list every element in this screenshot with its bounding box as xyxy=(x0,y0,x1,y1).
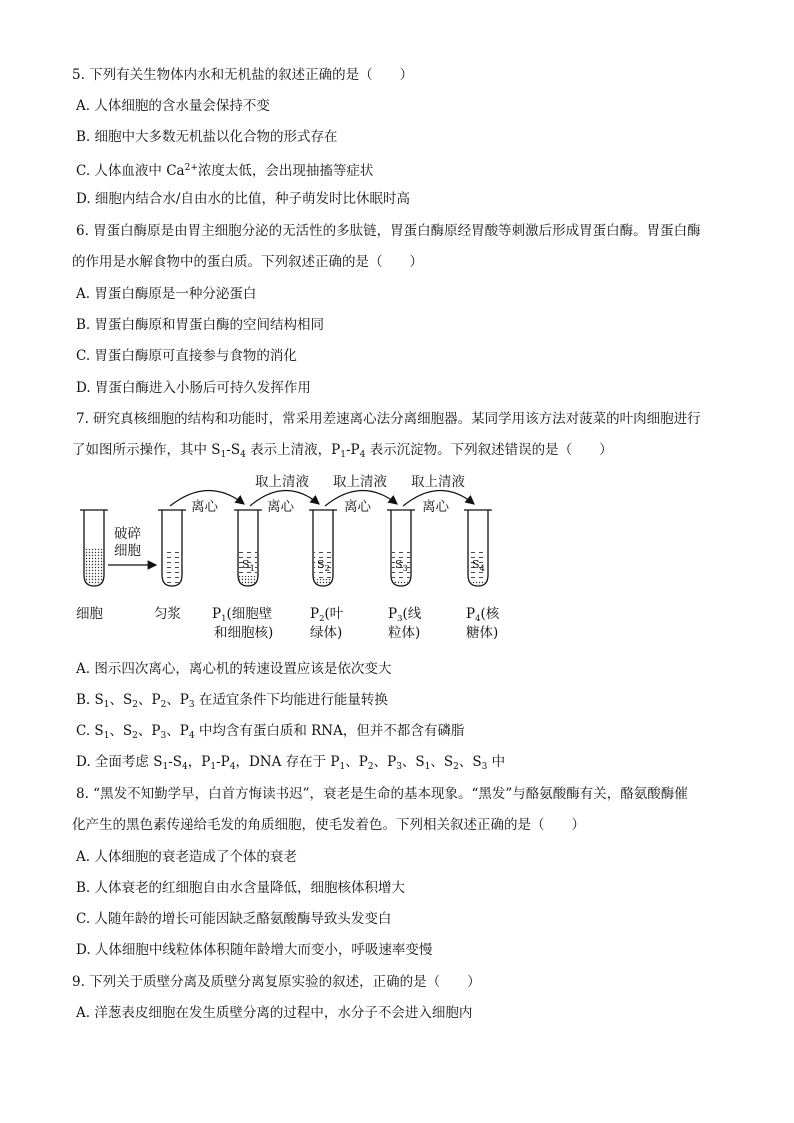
q7-option-a: A. 图示四次离心，离心机的转速设置应该是依次变大 xyxy=(76,661,392,677)
s4-label: $S_4$ xyxy=(472,558,485,574)
q6-option-a: A. 胃蛋白酶原是一种分泌蛋白 xyxy=(76,286,257,302)
q5-option-c: C. 人体血液中 $Ca^{2+}$浓度太低，会出现抽搐等症状 xyxy=(76,163,374,179)
q8-option-d: D. 人体细胞中线粒体体积随年龄增大而变小，呼吸速率变慢 xyxy=(76,942,433,958)
q9-stem: 9. 下列关于质壁分离及质壁分离复原实验的叙述，正确的是（ ） xyxy=(72,974,481,990)
tube-s4-p4 xyxy=(464,510,492,586)
take-supernatant-label-1: 取上清液 xyxy=(255,474,309,490)
s1-label: $S_1$ xyxy=(242,558,255,574)
p3-label-line2: 粒体) xyxy=(388,625,421,641)
p1-label-line1: $P_1$(细胞壁 xyxy=(212,606,273,624)
q5-stem: 5. 下列有关生物体内水和无机盐的叙述正确的是（ ） xyxy=(72,67,414,83)
p4-label-line1: $P_4$(核 xyxy=(466,606,500,624)
tube-s3-p3 xyxy=(387,510,415,586)
q7-option-c: C. $S_1$、$S_2$、$P_3$、$P_4$ 中均含有蛋白质和 RNA，但并不都含有磷脂 xyxy=(76,723,465,741)
p2-label-line2: 绿体) xyxy=(310,625,343,641)
centrifuge-label-3: 离心 xyxy=(344,499,371,515)
q8-stem-line1: 8. “黑发不知勤学早，白首方悔读书迟”，衰老是生命的基本现象。“黑发”与酪氨酸酶有关，酪氨酸酶催 xyxy=(76,786,688,802)
q7-option-b: B. $S_1$、$S_2$、$P_2$、$P_3$ 在适宜条件下均能进行能量转换 xyxy=(76,692,388,710)
take-supernatant-label-2: 取上清液 xyxy=(333,474,387,490)
q8-option-c: C. 人随年龄的增长可能因缺乏酪氨酸酶导致头发变白 xyxy=(76,911,392,927)
q9-option-a: A. 洋葱表皮细胞在发生质壁分离的过程中，水分子不会进入细胞内 xyxy=(76,1005,473,1021)
p3-label-line1: $P_3$(线 xyxy=(388,606,422,624)
s3-label: $S_3$ xyxy=(395,558,408,574)
tube-homogenate xyxy=(158,510,186,586)
p4-label-line2: 糖体) xyxy=(466,625,499,641)
tube-s1-p1 xyxy=(234,510,262,586)
q8-option-b: B. 人体衰老的红细胞自由水含量降低，细胞核体积增大 xyxy=(76,880,406,896)
q8-stem-line2: 化产生的黑色素传递给毛发的角质细胞，使毛发着色。下列相关叙述正确的是（ ） xyxy=(72,817,585,833)
centrifuge-label-2: 离心 xyxy=(267,499,294,515)
tube-s2-p2 xyxy=(309,510,337,586)
take-supernatant-label-3: 取上清液 xyxy=(411,474,465,490)
centrifuge-label-4: 离心 xyxy=(422,499,449,515)
q6-stem-line2: 的作用是水解食物中的蛋白质。下列叙述正确的是（ ） xyxy=(72,254,423,270)
cell-label: 细胞 xyxy=(76,606,103,622)
q6-stem-line1: 6. 胃蛋白酶原是由胃主细胞分泌的无活性的多肽链，胃蛋白酶原经胃酸等刺激后形成胃蛋白酶。胃蛋白酶 xyxy=(76,223,701,239)
tube-cells xyxy=(80,510,108,586)
centrifuge-label-1: 离心 xyxy=(191,499,218,515)
q5-option-d: D. 细胞内结合水/自由水的比值，种子萌发时比休眠时高 xyxy=(76,191,410,207)
q7-stem-line2: 了如图所示操作，其中 $S_1-S_4$ 表示上清液，$P_1-P_4$ 表示沉淀物。下列叙述错误的是（ ） xyxy=(72,442,613,460)
p2-label-line1: $P_2$(叶 xyxy=(310,606,344,624)
q7-stem-line1: 7. 研究真核细胞的结构和功能时，常采用差速离心法分离细胞器。某同学用该方法对菠菜的叶肉细胞进行 xyxy=(76,411,701,427)
q5-option-a: A. 人体细胞的含水量会保持不变 xyxy=(76,98,270,114)
q5-option-b: B. 细胞中大多数无机盐以化合物的形式存在 xyxy=(76,129,338,145)
homogenate-label: 匀浆 xyxy=(154,606,181,622)
break-label-2: 细胞 xyxy=(114,543,141,559)
q6-option-d: D. 胃蛋白酶进入小肠后可持久发挥作用 xyxy=(76,380,311,396)
q7-option-d: D. 全面考虑 $S_1-S_4$，$P_1-P_4$，DNA 存在于 $P_1$、$P_2$、$P_3$、$S_1$、$S_2$、$S_3$ 中 xyxy=(76,754,506,772)
s2-label: $S_2$ xyxy=(317,558,330,574)
q6-option-b: B. 胃蛋白酶原和胃蛋白酶的空间结构相同 xyxy=(76,317,325,333)
break-label-1: 破碎 xyxy=(114,526,141,542)
centrifugation-diagram xyxy=(70,470,510,650)
q8-option-a: A. 人体细胞的衰老造成了个体的衰老 xyxy=(76,849,297,865)
q6-option-c: C. 胃蛋白酶原可直接参与食物的消化 xyxy=(76,348,297,364)
p1-label-line2: 和细胞核) xyxy=(214,625,274,641)
